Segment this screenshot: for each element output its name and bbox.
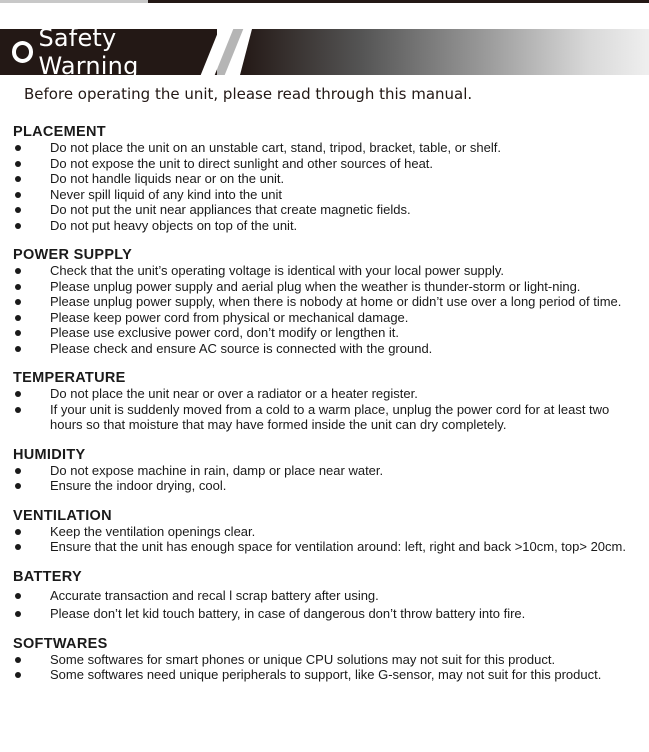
bullet-icon — [13, 156, 50, 172]
bullet-icon — [13, 539, 50, 555]
bullet-icon — [13, 310, 50, 326]
list-item: Do not put heavy objects on top of the unit. — [13, 218, 638, 234]
section-title: TEMPERATURE — [13, 370, 126, 386]
bullet-icon — [13, 325, 50, 341]
bullet-icon — [13, 652, 50, 668]
list-item: Keep the ventilation openings clear. — [13, 524, 638, 540]
section-title: HUMIDITY — [13, 446, 86, 463]
bullet-icon — [13, 606, 50, 622]
list-item: Please keep power cord from physical or mechanical damage. — [13, 310, 638, 326]
banner-title: Safety Warning — [38, 24, 139, 80]
banner-title-block — [0, 24, 217, 80]
bullet-icon — [13, 294, 50, 310]
top-rule-light — [0, 0, 148, 3]
bullet-icon — [13, 279, 50, 295]
bullet-icon — [13, 402, 50, 433]
list-item: Please use exclusive power cord, don’t modify or lengthen it. — [13, 325, 638, 341]
bullet-icon — [13, 478, 50, 494]
section-title: SOFTWARES — [13, 635, 108, 652]
list-item: Some softwares for smart phones or unique CPU solutions may not suit for this product. — [13, 652, 638, 668]
bullet-icon — [13, 140, 50, 156]
section-ventilation — [13, 508, 638, 555]
bullet-icon — [13, 218, 50, 234]
list-item: Do not expose the unit to direct sunlight and other sources of heat. — [13, 156, 638, 172]
list-item: Do not expose machine in rain, damp or place near water. — [13, 463, 638, 479]
list-item: Do not place the unit near or over a radiator or a heater register. — [13, 386, 638, 402]
safety-warning-banner — [0, 24, 649, 80]
section-title: VENTILATION — [13, 507, 112, 524]
section-title: BATTERY — [13, 568, 82, 585]
list-item: Please check and ensure AC source is connected with the ground. — [13, 341, 638, 357]
section-power-supply — [13, 247, 638, 356]
section-temperature — [13, 370, 638, 433]
list-item: If your unit is suddenly moved from a cold to a warm place, unplug the power cord for at least two hours so that moisture that may have formed inside the unit can dry completely. — [13, 402, 638, 433]
list-item: Do not put the unit near appliances that create magnetic fields. — [13, 202, 638, 218]
bullet-icon — [13, 524, 50, 540]
bullet-icon — [13, 171, 50, 187]
section-placement — [13, 124, 638, 233]
section-softwares — [13, 636, 638, 683]
section-battery — [13, 569, 638, 622]
bullet-icon — [13, 202, 50, 218]
top-rule — [0, 0, 649, 3]
list-item: Ensure that the unit has enough space for ventilation around: left, right and back >10cm, top> 20cm. — [13, 539, 638, 555]
list-item: Please unplug power supply and aerial plug when the weather is thunder-storm or light-ning. — [13, 279, 638, 295]
section-humidity — [13, 447, 638, 494]
intro-text: Before operating the unit, please read through this manual. — [24, 85, 473, 103]
bullet-icon — [13, 588, 50, 604]
banner-gradient-bar — [240, 29, 649, 75]
bullet-icon — [13, 386, 50, 402]
list-item: Please don’t let kid touch battery, in case of dangerous don’t throw battery into fire. — [13, 606, 638, 622]
list-item: Never spill liquid of any kind into the unit — [13, 187, 638, 203]
warning-sections — [13, 124, 638, 697]
section-title: PLACEMENT — [13, 124, 106, 140]
list-item: Ensure the indoor drying, cool. — [13, 478, 638, 494]
bullet-icon — [13, 463, 50, 479]
list-item: Check that the unit’s operating voltage is identical with your local power supply. — [13, 263, 638, 279]
bullet-icon — [13, 667, 50, 683]
bullet-icon — [13, 341, 50, 357]
list-item: Accurate transaction and recal l scrap battery after using. — [13, 588, 638, 604]
bullet-icon — [13, 187, 50, 203]
ring-icon — [12, 41, 33, 63]
list-item: Do not handle liquids near or on the unit. — [13, 171, 638, 187]
bullet-icon — [13, 263, 50, 279]
list-item: Do not place the unit on an unstable cart, stand, tripod, bracket, table, or shelf. — [13, 140, 638, 156]
section-title: POWER SUPPLY — [13, 247, 133, 263]
list-item: Please unplug power supply, when there is nobody at home or didn’t use over a long period of time. — [13, 294, 638, 310]
top-rule-dark — [148, 0, 649, 3]
list-item: Some softwares need unique peripherals to support, like G-sensor, may not suit for this product. — [13, 667, 638, 683]
